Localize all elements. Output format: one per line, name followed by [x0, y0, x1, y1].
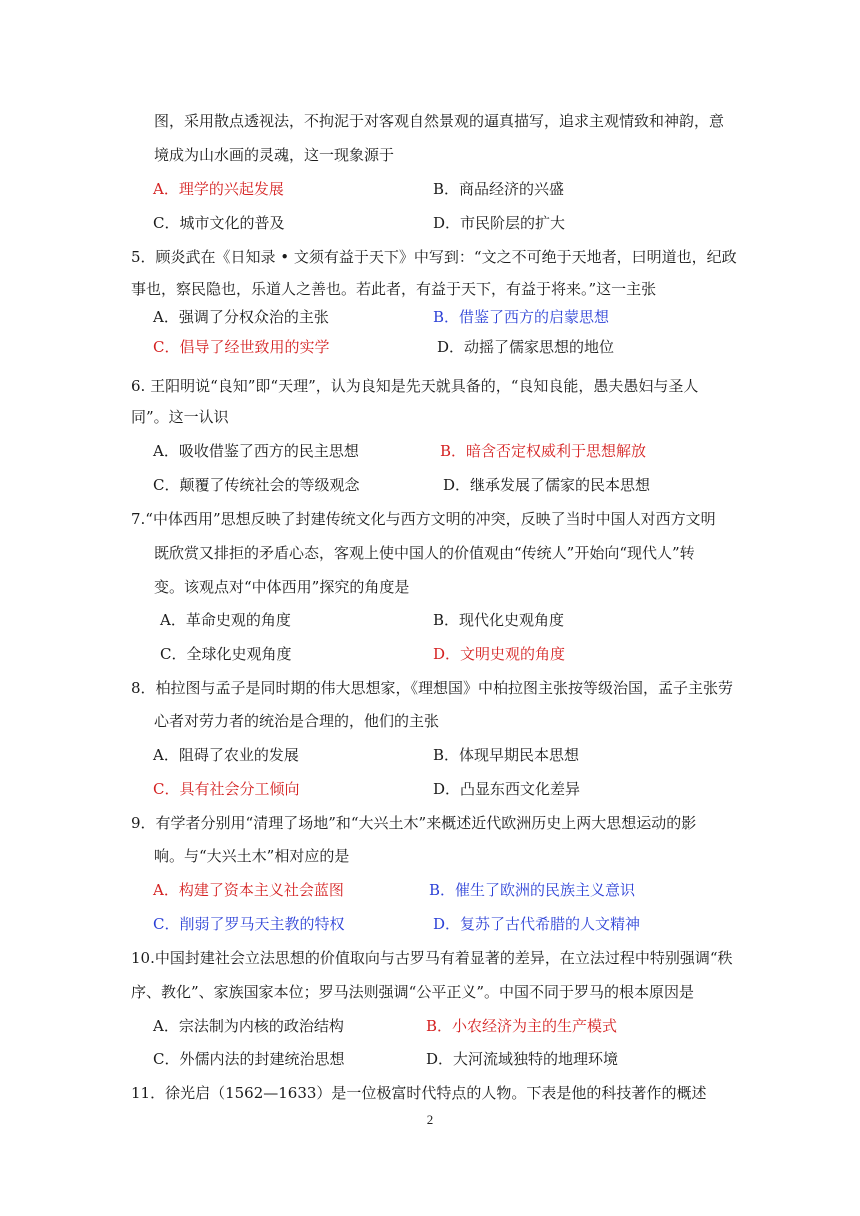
q7-stem-line-3: 变。该观点对“中体西用”探究的角度是 [154, 578, 410, 596]
q9-option-d: D．复苏了古代希腊的人文精神 [433, 915, 641, 933]
q9-stem-line-2: 响。与“大兴土木”相对应的是 [154, 847, 350, 865]
q10-option-d: D．大河流域独特的地理环境 [426, 1050, 619, 1068]
q6-option-a: A．吸收借鉴了西方的民主思想 [153, 442, 359, 460]
q10-option-c: C．外儒内法的封建统治思想 [153, 1050, 345, 1068]
q10-option-b: B．小农经济为主的生产模式 [426, 1017, 618, 1035]
q4-option-d: D．市民阶层的扩大 [433, 214, 566, 232]
q7-stem-line-2: 既欣赏又排拒的矛盾心态，客观上使中国人的价值观由“传统人”开始向“现代人”转 [154, 544, 695, 562]
q11-stem-line-1: 11．徐光启（1562—1633）是一位极富时代特点的人物。下表是他的科技著作的概述 [131, 1084, 707, 1102]
q8-option-d: D．凸显东西文化差异 [433, 780, 581, 798]
q5-option-b: B．借鉴了西方的启蒙思想 [433, 308, 610, 326]
q8-stem-line-1: 8．柏拉图与孟子是同时期的伟大思想家，《理想国》中柏拉图主张按等级治国，孟子主张劳 [131, 679, 734, 697]
q8-stem-line-2: 心者对劳力者的统治是合理的，他们的主张 [154, 712, 440, 730]
q4-stem-line-1: 图，采用散点透视法，不拘泥于对客观自然景观的逼真描写，追求主观情致和神韵，意 [154, 112, 725, 130]
q6-stem-line-1: 6. 王阳明说“良知”即“天理”，认为良知是先天就具备的，“良知良能，愚夫愚妇与圣人 [131, 377, 699, 395]
q8-option-a: A．阻碍了农业的发展 [153, 746, 299, 764]
q7-stem-line-1: 7.“中体西用”思想反映了封建传统文化与西方文明的冲突，反映了当时中国人对西方文明 [131, 510, 716, 528]
q7-option-d: D．文明史观的角度 [433, 645, 566, 663]
q9-option-a: A．构建了资本主义社会蓝图 [153, 881, 344, 899]
q5-option-d: D．动摇了儒家思想的地位 [437, 338, 615, 356]
q5-option-a: A．强调了分权众治的主张 [153, 308, 329, 326]
q7-option-b: B．现代化史观角度 [433, 611, 565, 629]
q6-option-b: B．暗含否定权威利于思想解放 [440, 442, 647, 460]
q6-stem-line-2: 同”。这一认识 [131, 408, 229, 426]
q9-option-c-label [153, 914, 344, 934]
page-number: 2 [426, 1112, 434, 1127]
q5-stem-line-2: 事也，察民隐也，乐道人之善也。若此者，有益于天下，有益于将来。”这一主张 [131, 280, 657, 298]
q9-option-b: B．催生了欧洲的民族主义意识 [429, 881, 636, 899]
q4-option-c: C．城市文化的普及 [153, 214, 285, 232]
q7-option-c: C．全球化史观角度 [160, 645, 292, 663]
q9-stem-line-1: 9．有学者分别用“清理了场地”和“大兴土木”来概述近代欧洲历史上两大思想运动的影 [131, 814, 697, 832]
q4-option-a: A．理学的兴起发展 [153, 180, 284, 198]
q5-option-c: C．倡导了经世致用的实学 [153, 338, 330, 356]
q6-option-c: C．颠覆了传统社会的等级观念 [153, 476, 360, 494]
q4-stem-line-2: 境成为山水画的灵魂，这一现象源于 [154, 146, 395, 164]
q6-option-d: D．继承发展了儒家的民本思想 [443, 476, 651, 494]
q10-option-a: A．宗法制为内核的政治结构 [153, 1017, 344, 1035]
q9-option-c: C．削弱了罗马天主教的特权 [153, 915, 345, 933]
q8-option-b: B．体现早期民本思想 [433, 746, 580, 764]
q10-stem-line-1: 10.中国封建社会立法思想的价值取向与古罗马有着显著的差异，在立法过程中特别强调“秩 [131, 949, 733, 967]
q4-option-b: B．商品经济的兴盛 [433, 180, 565, 198]
q7-option-a: A．革命史观的角度 [160, 611, 291, 629]
q5-stem-line-1: 5．顾炎武在《日知录 • 文须有益于天下》中写到：“文之不可绝于天地者，曰明道也，纪政 [131, 248, 737, 266]
q8-option-c: C．具有社会分工倾向 [153, 780, 300, 798]
q10-stem-line-2: 序、教化”、家族国家本位；罗马法则强调“公平正义”。中国不同于罗马的根本原因是 [131, 983, 695, 1001]
